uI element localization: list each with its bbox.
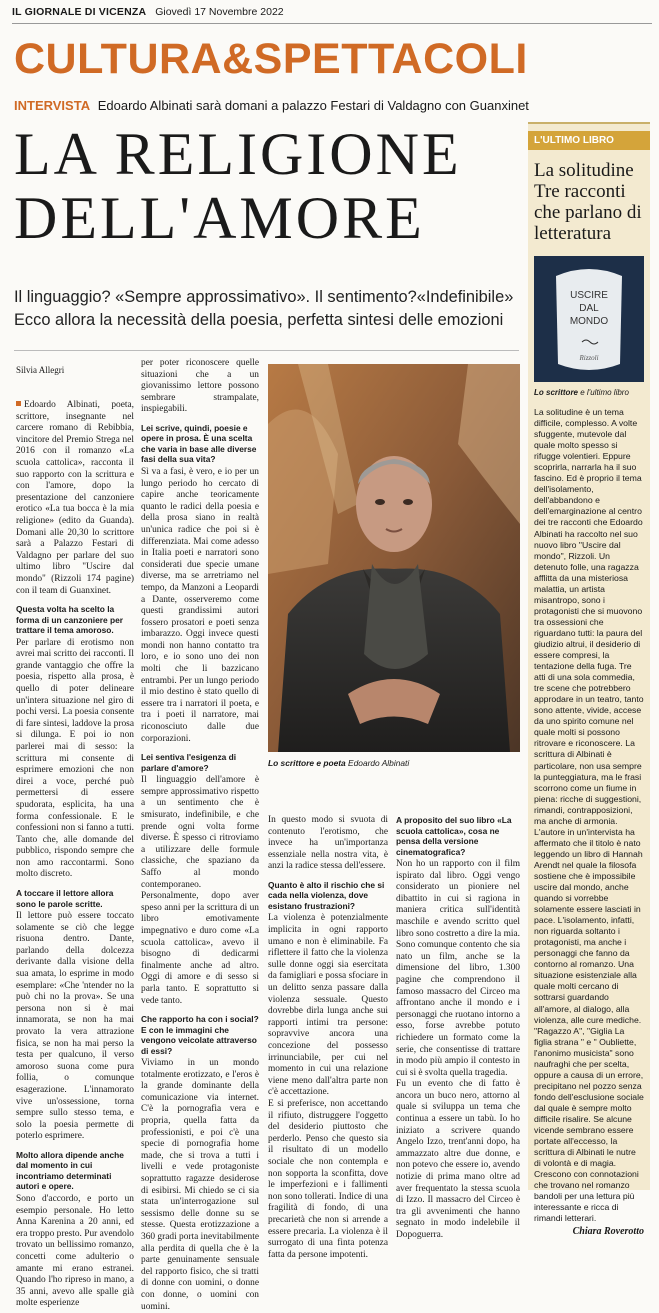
author-photo	[268, 364, 520, 752]
divider	[14, 350, 519, 351]
article-paragraph: E si preferisce, non accettando il rifiuto, distruggere l'oggetto del desiderio piuttosto che perderlo. Penso che questo sia il risultato di un modello sociale che non contempla e non sopporta la sconfitta, dove le imperfezioni e i fallimenti non sono tollerati. Indice di una fragilità di fondo, di una precarietà che non si arrende a essere precaria. La violenza è il surrogato di una finta potenza fatta da persone impotenti.	[268, 1098, 388, 1260]
article-paragraph: La violenza è potenzialmente implicita in ogni rapporto umano e non è eliminabile. Fa riflettere il fatto che la violenza sulle donne oggi sia esercitata da famigliari e possa sfociare in un delitto senza passare dalla violenza sessuale. Questo dovrebbe dirla lunga anche sui rapporti intimi tra persone: sopravvive ancora una concezione del possesso irrinunciabile, per cui nel momento in cui una relazione viene meno dall'altra parte non c'è accettazione.	[268, 913, 388, 1098]
book-title-line-3: MONDO	[569, 316, 609, 327]
headline-line-2: DELL'AMORE	[14, 185, 425, 251]
interview-question: Lei scrive, quindi, poesie e opere in prosa. È una scelta che varia in base alle diverse fasi della sua vita?	[141, 422, 257, 465]
article-paragraph: Il lettore può essere toccato solamente se ciò che legge risuona dentro. Dante, parlando della dolcezza derivante dalla visione della sua amata, lo esprime in modo esemplare: «Che 'ntender no la può chi no la prova». Se una persona non si è mai innamorata, se non ha mai provato la vera attrazione fisica, se non ha mai perso la testa per qualcuno, il verso amoroso suona come pura follia, o comunque esagerazione. L'innamorato vive un'ossessione, torna sempre sullo stesso tema, e solo la poesia permette di poterlo esprimere.	[16, 911, 134, 1142]
article-paragraph: Non ho un rapporto con il film ispirato dal libro. Oggi vengo considerato un pioniere nel dibattito in cui si ragiona in maniera critica sull'identità maschile e avendo scritto quel libro sono costretto a dire la mia. Sono comunque contento che sia nato un film, anche se la dimensione del libro, 1.300 pagine che comprendono il famoso massacro del Circeo ma affrontano anche il mondo e i personaggi che ruotano intorno a esso, forse avrebbe potuto richiedere un formato come la serie, che consentisse di trattare in modo più ampio il contesto in cui si è svolta quella tragedia.	[396, 859, 520, 1078]
byline: Silvia Allegri	[16, 365, 65, 375]
sidebar-caption-rest: e l'ultimo libro	[580, 388, 629, 397]
sidebar-label: L'ULTIMO LIBRO	[528, 131, 650, 150]
article-column-1	[16, 400, 134, 1309]
book-cover	[534, 256, 644, 382]
lead-marker	[16, 401, 21, 406]
kicker-text: Edoardo Albinati sarà domani a palazzo Festari di Valdagno con Guanxinet	[97, 98, 529, 113]
interview-question: Molto allora dipende anche dal momento in cui incontriamo determinati autori e opere.	[16, 1149, 124, 1192]
sidebar-caption	[528, 386, 650, 399]
headline-line-1: LA RELIGIONE	[14, 121, 462, 187]
book-publisher: Rizzoli	[579, 354, 599, 362]
section-title: CULTURA&SPETTACOLI	[14, 35, 528, 83]
interview-question: A proposito del suo libro «La scuola cattolica», cosa ne pensa della versione cinematografica?	[396, 815, 512, 857]
book-title-line-1: USCIRE	[570, 290, 608, 301]
book-title-line-2: DAL	[579, 303, 599, 314]
article-paragraph: Edoardo Albinati, poeta, scrittore, insegnante nel carcere romano di Rebibbia, vincitore del Premio Strega nel 2016 con il romanzo «La scuola cattolica», racconta il suo rapporto con la scrittura e con l'amore, dopo la presentazione del canzoniere erotico «La tua bocca è la mia religione» (edito da Guanda). Domani alle 20,30 lo scrittore sarà a Palazzo Festari di Valdagno per parlare del suo ultimo libro "Uscire dal mondo" (Rizzoli 174 pagine) con il team di Guanxinet.	[16, 400, 134, 596]
sidebar-caption-lead: Lo scrittore	[534, 388, 579, 397]
article-paragraph: Per parlare di erotismo non avrei mai scritto dei racconti. Il grande vantaggio che offre la poesia, rispetto alla prosa, è quello di poter delineare un'intera situazione nel giro di pochi versi. La poesia consente di fare sintesi, laddove la prosa si dilunga. E poi io non parlerei mai di sesso: la scrittura mi consente di esprimere emozioni che non direi a voce, perché può permettersi di essere spudorata, esplicita, ha una forma confessionale. E le confessioni non si fanno a tutti. Tanto che, alle domande del pubblico, rispondo sempre che non amo raccontarmi. Sono molto discreto.	[16, 637, 134, 880]
photo-caption-name: Edoardo Albinati	[348, 758, 410, 768]
article-column-4	[396, 815, 520, 1240]
article-paragraph: Sì va a fasi, è vero, e io per un lungo periodo ho cercato di capire anche teoricamente quanto le radici della poesia e della prosa siano in realtà un'unica radice che poi si è differenziata. Mai come adesso in Italia poeti e narratori sono considerati due specie umane diverse, ma se arretriamo nel tempo, da Manzoni a Leopardi a Dante, osserveremo come questi grandissimi autori fossero prosatori e poeti senza imbarazzo. Oggi invece questi mondi non hanno contatto tra loro, e io sono uno dei non molti che li bazzicano entrambi. Per un lungo periodo il mio destino è stato quello di essere tra i narratori il poeta, e tra i poeti il narratore, mai riconosciuto dalle due corporazioni.	[141, 466, 259, 744]
interview-question: Che rapporto ha con i social? E con le immagini che vengono veicolate attraverso di essi?	[141, 1014, 259, 1056]
masthead	[12, 6, 652, 24]
photo-caption-lead: Lo scrittore e poeta	[268, 758, 346, 768]
interview-question: Quanto è alto il rischio che si cada nella violenza, dove esistano frustrazioni?	[268, 879, 385, 911]
sidebar-box	[528, 122, 650, 1238]
article-paragraph: Fu un evento che di fatto è ancora un buco nero, attorno al quale si sviluppa un tema che continua a essere un tabù. Io ho iniziato a scrivere quando Angelo Izzo, trent'anni dopo, ha ammazzato altre due donne, e non potevo che essere io, avendo notizie di prima mano oltre ad aver frequentato la stessa scuola di Izzo. Il massacro del Circeo è tra gli avvenimenti che hanno segnato in modo indelebile il Dopoguerra.	[396, 1079, 520, 1240]
article-paragraph: Viviamo in un mondo totalmente erotizzato, e l'eros è la grande dominante della comunicazione via internet. C'è la pornografia vera e propria, quella fatta da professionisti, e poi c'è una specie di pornografia home made, che si trova a tutti i livelli e vede protagoniste soprattutto ragazze desiderose di esibirsi. Mi chiedo se ci sia stata un'interrogazione sul sessismo delle donne su se stesse. Questa erotizzazione a 360 gradi porta inevitabilmente alla perdita di quella che è la parte genuinamente sensuale del rapporto fisico, che si tratti di donne con uomini, o donne con donne, o uomini con uomini.	[141, 1058, 259, 1312]
kicker-tag: INTERVISTA	[14, 98, 91, 113]
headline	[14, 122, 514, 250]
article-paragraph: per poter riconoscere quelle situazioni che a un giovanissimo lettore possono sembrare strampalate, inspiegabili.	[141, 358, 259, 415]
article-column-2	[141, 358, 259, 1312]
article-paragraph: Sono d'accordo, e porto un esempio personale. Ho letto Anna Karenina a 20 anni, ed era troppo presto. Pur avendolo trovato un bellissimo romanzo, concetti come adulterio o amante mi erano estranei. Quando l'ho ripreso in mano, a 35 anni, avevo alle spalle già molte esperienze	[16, 1193, 134, 1309]
article-column-3	[268, 815, 388, 1260]
article-paragraph: Il linguaggio dell'amore è sempre approssimativo rispetto a un sentimento che è smisurato, indefinibile, e che prende ogni volta forme diverse. È spesso ci ritroviamo a utilizzare delle formule classiche, che spaziano da Saffo al mondo contemporaneo. Personalmente, dopo aver speso anni per la scrittura di un libro emotivamente impegnativo e duro come «La scuola cattolica», avevo il bisogno di dedicarmi finalmente anche ad altro. Oggi di amore e di sesso si parla tanto. E soprattutto si vede tanto.	[141, 775, 259, 1006]
interview-question: A toccare il lettore allora sono le parole scritte.	[16, 888, 114, 909]
newspaper-name: IL GIORNALE DI VICENZA	[12, 6, 147, 18]
sidebar-title: La solitudine Tre racconti che parlano di letteratura	[534, 160, 642, 244]
interview-question: Questa volta ha scelto la forma di un canzoniere per trattare il tema amoroso.	[16, 604, 124, 636]
subheadline: Il linguaggio? «Sempre approssimativo». Il sentimento?«Indefinibile» Ecco allora la necessità della poesia, perfetta sintesi delle emozioni	[14, 288, 514, 329]
kicker	[14, 98, 644, 113]
sidebar-body: La solitudine è un tema difficile, complesso. A volte sfuggente, mutevole dal quale molto spesso si rifugge volentieri. Eppure scoprirla, narrarla ha il suo fascino. Ed è proprio il tema dell'isolamento, dell'abbandono e dell'emarginazione al centro dei tre racconti che Edoardo Albinati ha raccolto nel suo nuovo libro "Uscire dal mondo", Rizzoli. Un detenuto folle, una ragazza afflitta da una misteriosa malattia, un artista misantropo, sono i protagonisti che si muovono tra ossessioni che riguardano tutti: la paura del giudizio altrui, il desiderio di essere compresi, la tentazione della fuga. Tre atti di una sola commedia, tre scene che potrebbero approdare in un teatro, tanto sono attente, vivide, accese da uno spirito comune nel quale molti si possono ritrovare e riconoscere. La scrittura di Albinati è particolare, non usa sempre la punteggiatura, ma le frasi scorrono come un fiume in piena: ricche di suggestioni, rimandi, contrapposizioni, ma anche di armonia. L'autore in un'intervista ha affermato che il titolo è nato leggendo un libro di Hannah Arendt nel quale la filosofa sostiene che è impossibile uscire dal mondo, anche quando si vorrebbe solamente essere lasciati in pace. L'isolamento, infatti, non riguarda soltanto i protagonisti, ma anche i personaggi che fanno da contorno al romanzo. Una situazione esistenziale alla quale molti cercano di sottrarsi guardando all'amore, al dialogo, alla violenza, alle cure mediche. "Ragazzo A", "Giglia La figlia strana " e " Oubliette, l'anonimo musicista" sono naufraghi che per scelta, oppure a causa di un errore, precipitano nel pozzo senza fondo dell'esclusione sociale dal quale è sempre molto difficile risalire. Se alcune vicende sembrano essere portate all'eccesso, la scrittura di Albinati le nutre di volontà e di magia. Crescono con connotazioni che trovano nel romanzo bandoli per una lettura più interessante e ricca di rimandi letterari.	[534, 407, 644, 1224]
photo-caption	[268, 758, 520, 768]
article-paragraph: In questo modo si svuota di contenuto l'erotismo, che invece ha un'importanza essenziale nella nostra vita, è anzi la radice stessa dell'essere.	[268, 815, 388, 872]
issue-date: Giovedì 17 Novembre 2022	[155, 6, 284, 18]
sidebar-author: Chiara Roverotto	[572, 1226, 644, 1238]
interview-question: Lei sentiva l'esigenza di parlare d'amore?	[141, 752, 237, 773]
